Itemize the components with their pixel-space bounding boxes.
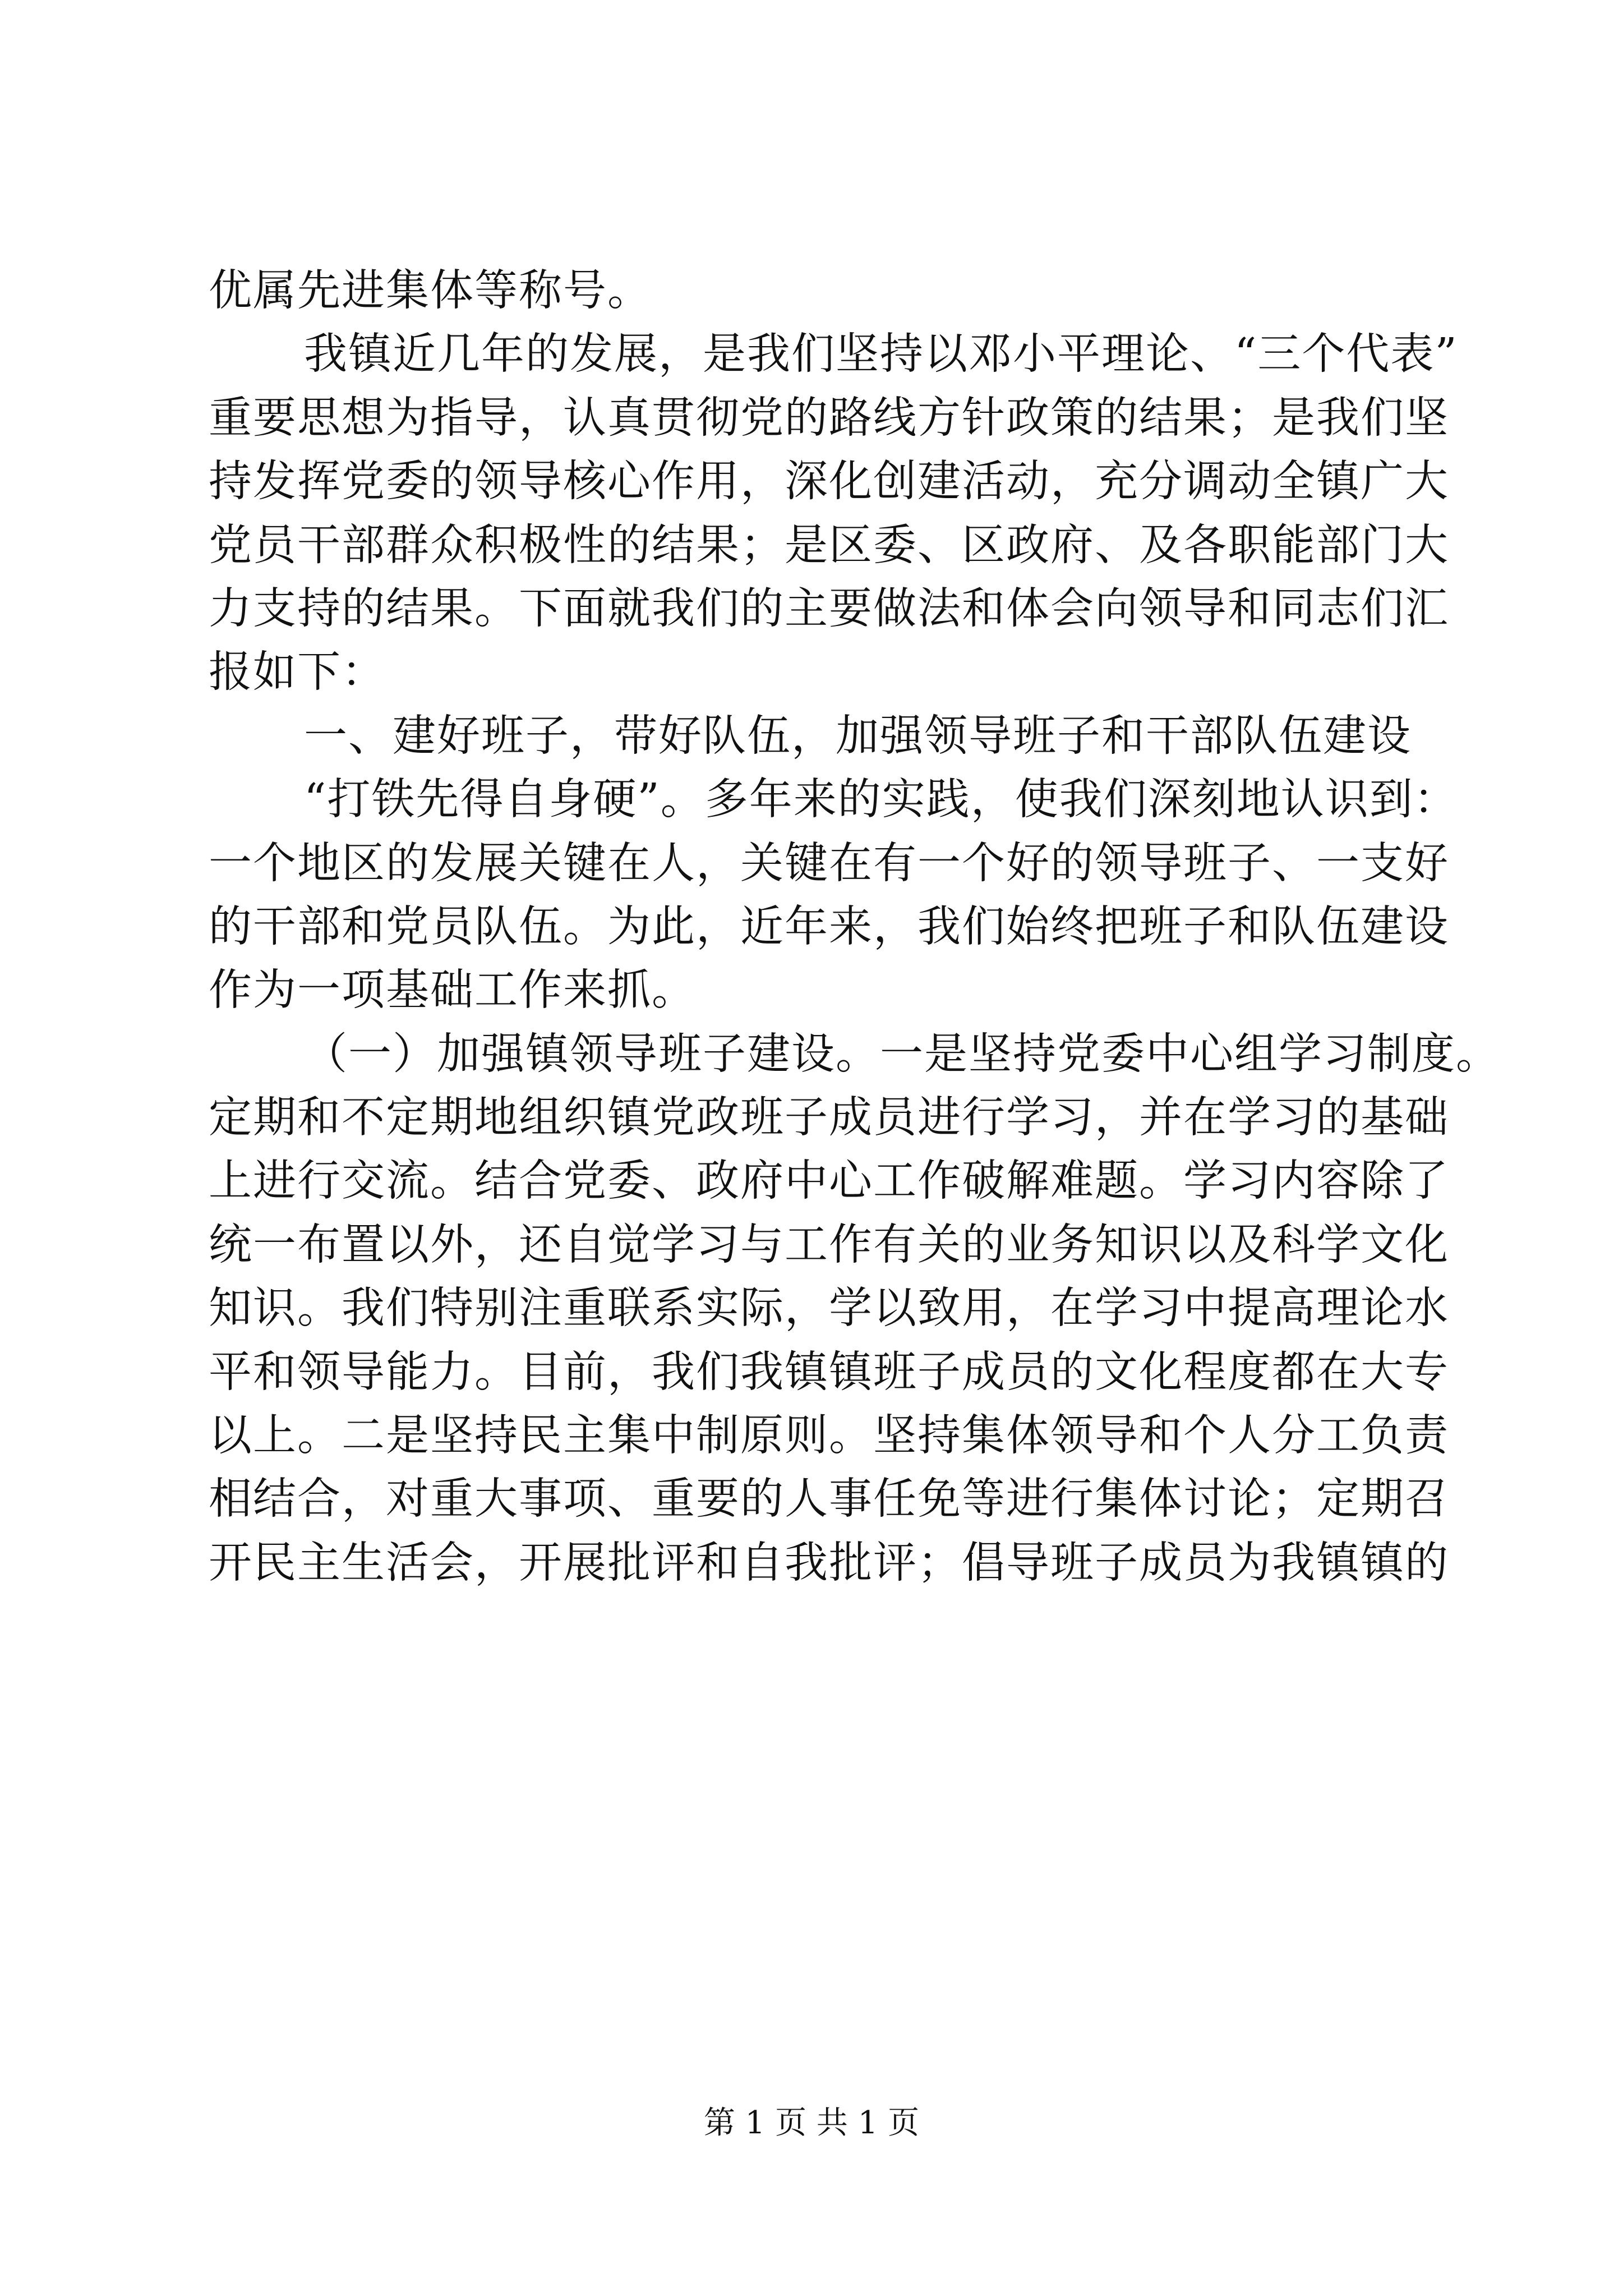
section-heading: 一、建好班子，带好队伍，加强领导班子和干部队伍建设 (304, 711, 1412, 761)
text-line: 力支持的结果。下面就我们的主要做法和体会向领导和同志们汇 (209, 583, 1449, 634)
text-line: 定期和不定期地组织镇党政班子成员进行学习，并在学习的基础 (209, 1093, 1449, 1143)
text-line: 相结合，对重大事项、重要的人事任免等进行集体讨论；定期召 (209, 1474, 1449, 1525)
text-line: 以上。二是坚持民主集中制原则。坚持集体领导和个人分工负责 (209, 1411, 1449, 1461)
text-line: 平和领导能力。目前，我们我镇镇班子成员的文化程度都在大专 (209, 1347, 1449, 1397)
text-line: 开民主生活会，开展批评和自我批评；倡导班子成员为我镇镇的 (209, 1538, 1449, 1588)
text-line: 党员干部群众积极性的结果；是区委、区政府、及各职能部门大 (209, 520, 1449, 570)
paragraph-first-line: 我镇近几年的发展，是我们坚持以邓小平理论、“三个代表” (304, 329, 1458, 380)
page-footer (0, 2101, 1623, 2146)
paragraph-first-line: （一）加强镇领导班子建设。一是坚持党委中心组学习制度。 (304, 1029, 1500, 1079)
paragraph-first-line: “打铁先得自身硬”。多年来的实践，使我们深刻地认识到： (304, 775, 1458, 825)
text-line: 优属先进集体等称号。 (209, 266, 652, 316)
text-line: 统一布置以外，还自觉学习与工作有关的业务知识以及科学文化 (209, 1220, 1449, 1270)
text-line: 作为一项基础工作来抓。 (209, 965, 696, 1016)
text-line: 的干部和党员队伍。为此，近年来，我们始终把班子和队伍建设 (209, 901, 1449, 952)
text-line: 上进行交流。结合党委、政府中心工作破解难题。学习内容除了 (209, 1156, 1449, 1207)
text-line: 持发挥党委的领导核心作用，深化创建活动，充分调动全镇广大 (209, 457, 1449, 507)
document-body (209, 259, 1500, 1595)
text-line: 一个地区的发展关键在人，关键在有一个好的领导班子、一支好 (209, 838, 1449, 889)
text-line: 重要思想为指导，认真贯彻党的路线方针政策的结果；是我们坚 (209, 393, 1449, 443)
text-line: 报如下： (209, 647, 386, 698)
text-line: 知识。我们特别注重联系实际，学以致用，在学习中提高理论水 (209, 1283, 1449, 1334)
page-number-label: 第 1 页 共 1 页 (703, 2105, 920, 2141)
